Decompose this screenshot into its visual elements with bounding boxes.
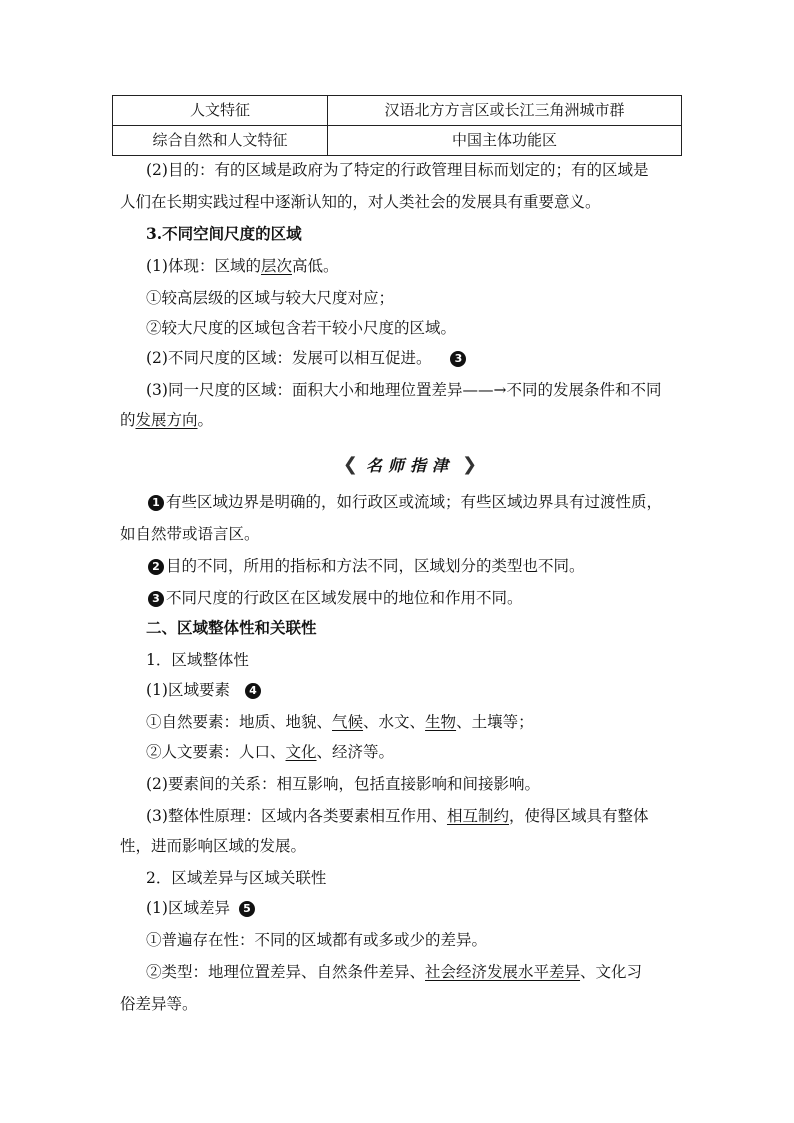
text: ①自然要素：地质、地貌、 [146,713,333,731]
text: (1)体现：区域的 [146,257,261,275]
text: 的 [120,411,136,429]
paragraph-line [146,680,680,700]
region-table [112,95,682,156]
text: (1)区域差异 [146,899,230,917]
text: 高低。 [291,257,339,275]
note-marker-3: 3 [450,351,466,367]
paragraph-line [146,898,680,918]
paragraph-line: ①普遍存在性：不同的区域都有或多或少的差异。 [146,931,488,949]
paragraph-line: (2)要素间的关系：相互影响，包括直接影响和间接影响。 [146,775,540,793]
note-line [146,588,680,608]
underlined-term: 发展方向 [135,411,198,429]
underlined-term: 社会经济发展水平差异 [425,963,581,981]
text: 、水文、 [363,713,426,731]
note-line: 如自然带或语言区。 [120,525,260,543]
table-cell: 中国主体功能区 [328,126,682,156]
paragraph-line [146,806,680,826]
underlined-term: 文化 [285,743,317,761]
paragraph-line [146,348,680,368]
paragraph-line: 俗差异等。 [120,995,198,1013]
underlined-term: 生物 [425,713,457,731]
underlined-term: 气候 [332,713,364,731]
text: 、文化习 [580,963,643,981]
text: 有些区域边界是明确的，如行政区或流域；有些区域边界具有过渡性质， [166,493,663,511]
text: (1)区域要素 [146,681,230,699]
table-cell: 人文特征 [113,96,328,126]
underlined-term: 层次 [260,257,292,275]
note-marker-3: 3 [148,591,164,607]
table-cell: 汉语北方方言区或长江三角洲城市群 [328,96,682,126]
paragraph-line: (2)目的：有的区域是政府为了特定的行政管理目标而划定的；有的区域是 [146,161,649,179]
text: ②人文要素：人口、 [146,743,286,761]
table-row [113,126,682,156]
note-line [146,556,680,576]
note-line [146,492,680,512]
right-chevron-icon: ❯ [462,453,478,475]
note-marker-4: 4 [245,683,261,699]
text: 目的不同，所用的指标和方法不同，区域划分的类型也不同。 [166,557,585,575]
text: 。 [197,411,214,429]
subheading: 2．区域差异与区域关联性 [146,869,327,887]
teacher-tips-banner [340,452,480,476]
paragraph-line [146,962,680,982]
paragraph-line: 人们在长期实践过程中逐渐认知的，对人类社会的发展具有重要意义。 [120,193,601,211]
note-marker-1: 1 [148,495,164,511]
table-row [113,96,682,126]
text: 不同尺度的行政区在区域发展中的地位和作用不同。 [166,589,523,607]
section-heading: 二、区域整体性和关联性 [146,618,317,637]
banner-title: 名师指津 [365,455,454,475]
text: ②类型：地理位置差异、自然条件差异、 [146,963,426,981]
text: (3)整体性原理：区域内各类要素相互作用、 [146,807,447,825]
paragraph-line: ①较高层级的区域与较大尺度对应； [146,289,395,307]
paragraph-line [146,712,680,732]
underlined-term: 相互制约 [446,807,509,825]
paragraph-line: ②较大尺度的区域包含若干较小尺度的区域。 [146,319,457,337]
paragraph-line: (3)同一尺度的区域：面积大小和地理位置差异——→不同的发展条件和不同 [146,381,662,399]
paragraph-line [146,742,680,762]
left-chevron-icon: ❮ [342,453,358,475]
text: 、土壤等； [456,713,534,731]
text: 、经济等。 [316,743,395,761]
text: ，使得区域具有整体 [508,807,649,825]
paragraph-line [120,410,680,430]
note-marker-5: 5 [239,901,255,917]
text: (2)不同尺度的区域：发展可以相互促进。 [146,349,432,367]
subheading: 3.不同空间尺度的区域 [146,224,302,243]
paragraph-line [146,256,680,276]
subheading: 1．区域整体性 [146,651,249,669]
note-marker-2: 2 [148,559,164,575]
paragraph-line: 性，进而影响区域的发展。 [120,837,307,855]
table-cell: 综合自然和人文特征 [113,126,328,156]
